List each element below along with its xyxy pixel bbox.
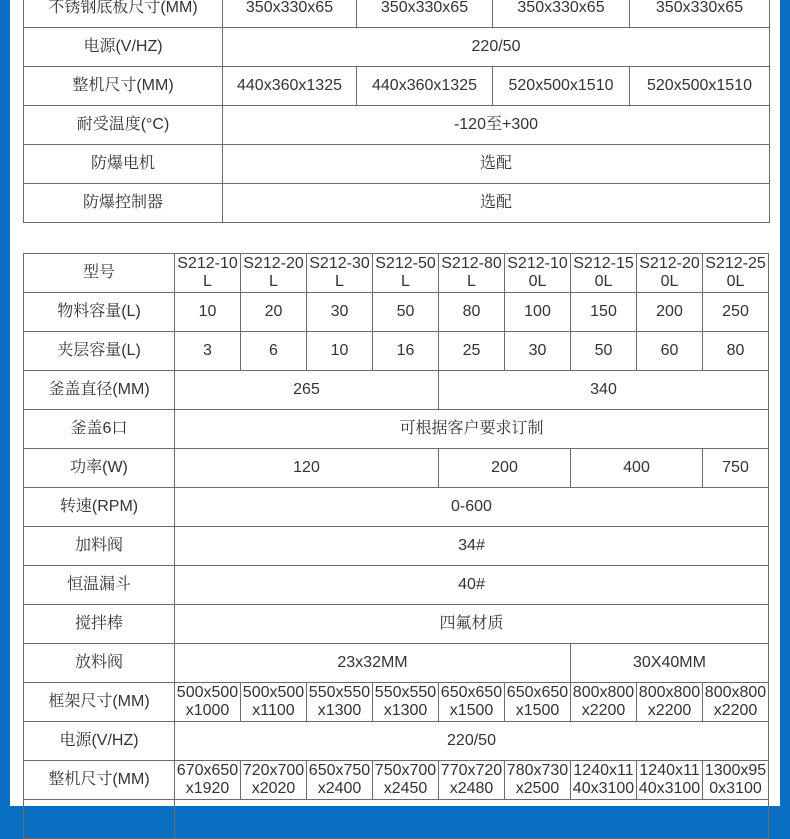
table-cell: 选配 [223, 145, 770, 184]
row-label: 加料阀 [24, 527, 175, 566]
table-cell: 650x650x1500 [505, 683, 571, 722]
table-cell: 750x700x2450 [373, 761, 439, 800]
row-label: 夹层容量(L) [24, 332, 175, 371]
table-cell: 550x550x1300 [307, 683, 373, 722]
model-cell: S212-250L [703, 254, 769, 293]
table-cell: 400 [571, 449, 703, 488]
table-cell: 100 [505, 293, 571, 332]
table-cell: 350x330x65 [493, 0, 630, 28]
table-cell: 选配 [223, 184, 770, 223]
table-cell: 500x500x1000 [175, 683, 241, 722]
table-row [24, 800, 769, 839]
table-cell: 可根据客户要求订制 [175, 410, 769, 449]
table-cell: 25 [439, 332, 505, 371]
table-cell: 220/50 [175, 722, 769, 761]
table-row [24, 527, 769, 566]
row-label: 不锈钢底板尺寸(MM) [24, 0, 223, 28]
table-cell: 200 [637, 293, 703, 332]
table-cell: 780x730x2500 [505, 761, 571, 800]
table-cell: 800x800x2200 [571, 683, 637, 722]
table-cell: 500x500x1100 [241, 683, 307, 722]
table-cell: 440x360x1325 [357, 67, 493, 106]
table-cell: 250 [703, 293, 769, 332]
table-cell: 220/50 [223, 28, 770, 67]
table-row [24, 605, 769, 644]
table-cell: -120至+300 [223, 106, 770, 145]
table-cell: 6 [241, 332, 307, 371]
table-row [24, 488, 769, 527]
table-cell: 1240x1140x3100 [637, 761, 703, 800]
table-row [24, 67, 770, 106]
table-cell: 60 [637, 332, 703, 371]
table-row [24, 0, 770, 28]
table-cell: 3 [175, 332, 241, 371]
row-label: 整机尺寸(MM) [24, 67, 223, 106]
row-label: 防爆电机 [24, 145, 223, 184]
table-cell: 30 [505, 332, 571, 371]
table-row [24, 28, 770, 67]
table-cell: 340 [439, 371, 769, 410]
row-label: 物料容量(L) [24, 293, 175, 332]
model-cell: S212-80L [439, 254, 505, 293]
table-cell: 120 [175, 449, 439, 488]
table-cell: 350x330x65 [630, 0, 770, 28]
table-cell: 10 [307, 332, 373, 371]
row-label: 搅拌棒 [24, 605, 175, 644]
table-cell: 550x550x1300 [373, 683, 439, 722]
table-cell: 670x650x1920 [175, 761, 241, 800]
table-cell: 750 [703, 449, 769, 488]
table-cell: 520x500x1510 [630, 67, 770, 106]
table-row [24, 644, 769, 683]
table-row [24, 106, 770, 145]
table-cell: 440x360x1325 [223, 67, 357, 106]
model-cell: S212-10L [175, 254, 241, 293]
table-cell: 770x720x2480 [439, 761, 505, 800]
table-cell: 20 [241, 293, 307, 332]
row-label: 釜盖直径(MM) [24, 371, 175, 410]
table-row [24, 332, 769, 371]
table-cell [175, 800, 769, 839]
table-cell: 520x500x1510 [493, 67, 630, 106]
table-cell: 720x700x2020 [241, 761, 307, 800]
row-label: 耐受温度(°C) [24, 106, 223, 145]
table-cell: 16 [373, 332, 439, 371]
table-cell: 40# [175, 566, 769, 605]
row-label: 型号 [24, 254, 175, 293]
table-cell: 800x800x2200 [637, 683, 703, 722]
row-label: 框架尺寸(MM) [24, 683, 175, 722]
table-cell: 800x800x2200 [703, 683, 769, 722]
model-cell: S212-200L [637, 254, 703, 293]
table-cell: 34# [175, 527, 769, 566]
table-cell: 30 [307, 293, 373, 332]
model-cell: S212-50L [373, 254, 439, 293]
table-row [24, 293, 769, 332]
model-cell: S212-30L [307, 254, 373, 293]
model-cell: S212-100L [505, 254, 571, 293]
row-label: 放料阀 [24, 644, 175, 683]
table-cell: 50 [571, 332, 637, 371]
table-row [24, 449, 769, 488]
row-label: 转速(RPM) [24, 488, 175, 527]
table-cell: 23x32MM [175, 644, 571, 683]
row-label: 釜盖6口 [24, 410, 175, 449]
table-row [24, 184, 770, 223]
table-row [24, 145, 770, 184]
table-row [24, 410, 769, 449]
table-cell: 80 [703, 332, 769, 371]
table-cell: 0-600 [175, 488, 769, 527]
table-row [24, 761, 769, 800]
row-label [24, 800, 175, 839]
table-cell: 650x650x1500 [439, 683, 505, 722]
row-label: 整机尺寸(MM) [24, 761, 175, 800]
table-cell: 30X40MM [571, 644, 769, 683]
table-cell: 10 [175, 293, 241, 332]
table-cell: 1240x1140x3100 [571, 761, 637, 800]
table-row [24, 683, 769, 722]
table-cell: 80 [439, 293, 505, 332]
table-cell: 265 [175, 371, 439, 410]
table-cell: 1300x950x3100 [703, 761, 769, 800]
table-cell: 350x330x65 [223, 0, 357, 28]
table-cell: 50 [373, 293, 439, 332]
table-row-model [24, 254, 769, 293]
table-row [24, 722, 769, 761]
row-label: 恒温漏斗 [24, 566, 175, 605]
table-row [24, 566, 769, 605]
row-label: 功率(W) [24, 449, 175, 488]
table-cell: 350x330x65 [357, 0, 493, 28]
model-cell: S212-150L [571, 254, 637, 293]
row-label: 防爆控制器 [24, 184, 223, 223]
spec-table-1 [23, 0, 770, 223]
table-cell: 650x750x2400 [307, 761, 373, 800]
table-cell: 150 [571, 293, 637, 332]
spec-table-2 [23, 253, 769, 839]
table-cell: 200 [439, 449, 571, 488]
row-label: 电源(V/HZ) [24, 722, 175, 761]
table-row [24, 371, 769, 410]
table-cell: 四氟材质 [175, 605, 769, 644]
row-label: 电源(V/HZ) [24, 28, 223, 67]
model-cell: S212-20L [241, 254, 307, 293]
